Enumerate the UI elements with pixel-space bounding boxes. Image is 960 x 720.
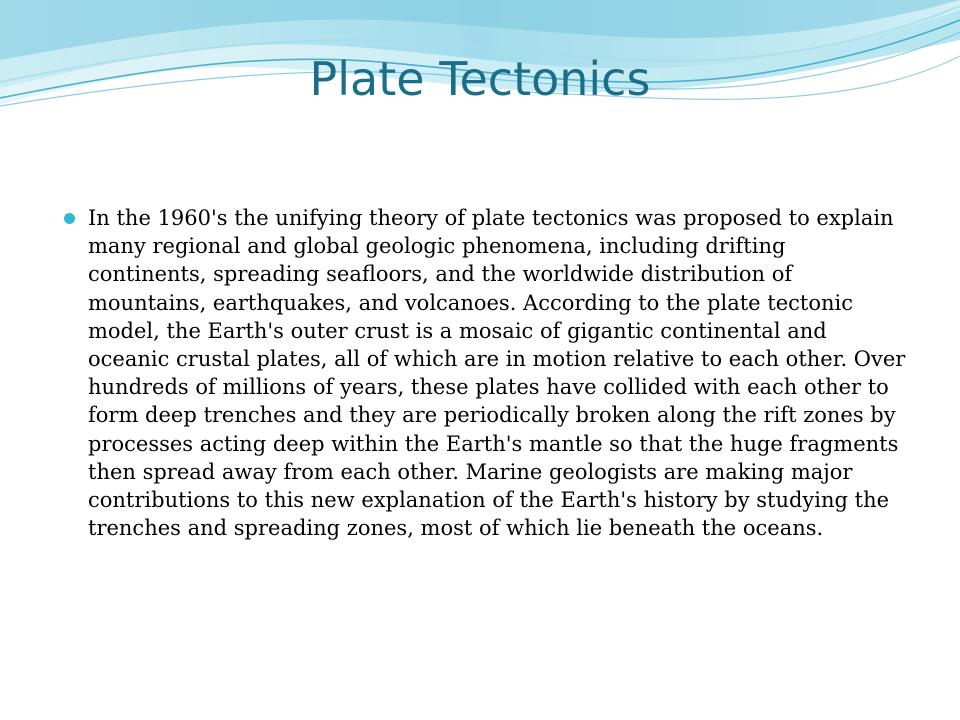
bullet-text: In the 1960's the unifying theory of plate tectonics was proposed to explain many regional and global geologic phenomena, including drifting continents, spreading seafloors, and the worldwide distribution of mountains, earthquakes, and volcanoes. According to the plate tectonic model, the Earth's outer crust is a mosaic of gigantic continental and oceanic crustal plates, all of which are in motion relative to each other. Over hundreds of millions of years, these plates have collided with each other to form deep trenches and they are periodically broken along the rift zones by processes acting deep within the Earth's mantle so that the huge fragments then spread away from each other. Marine geologists are making major contributions to this new explanation of the Earth's history by studying the trenches and spreading zones, most of which lie beneath the oceans.: [88, 206, 906, 541]
bullet-dot-icon: [64, 213, 75, 224]
slide-title: Plate Tectonics: [309, 52, 651, 106]
slide-content: [60, 204, 910, 542]
bullet-item: [60, 204, 910, 542]
